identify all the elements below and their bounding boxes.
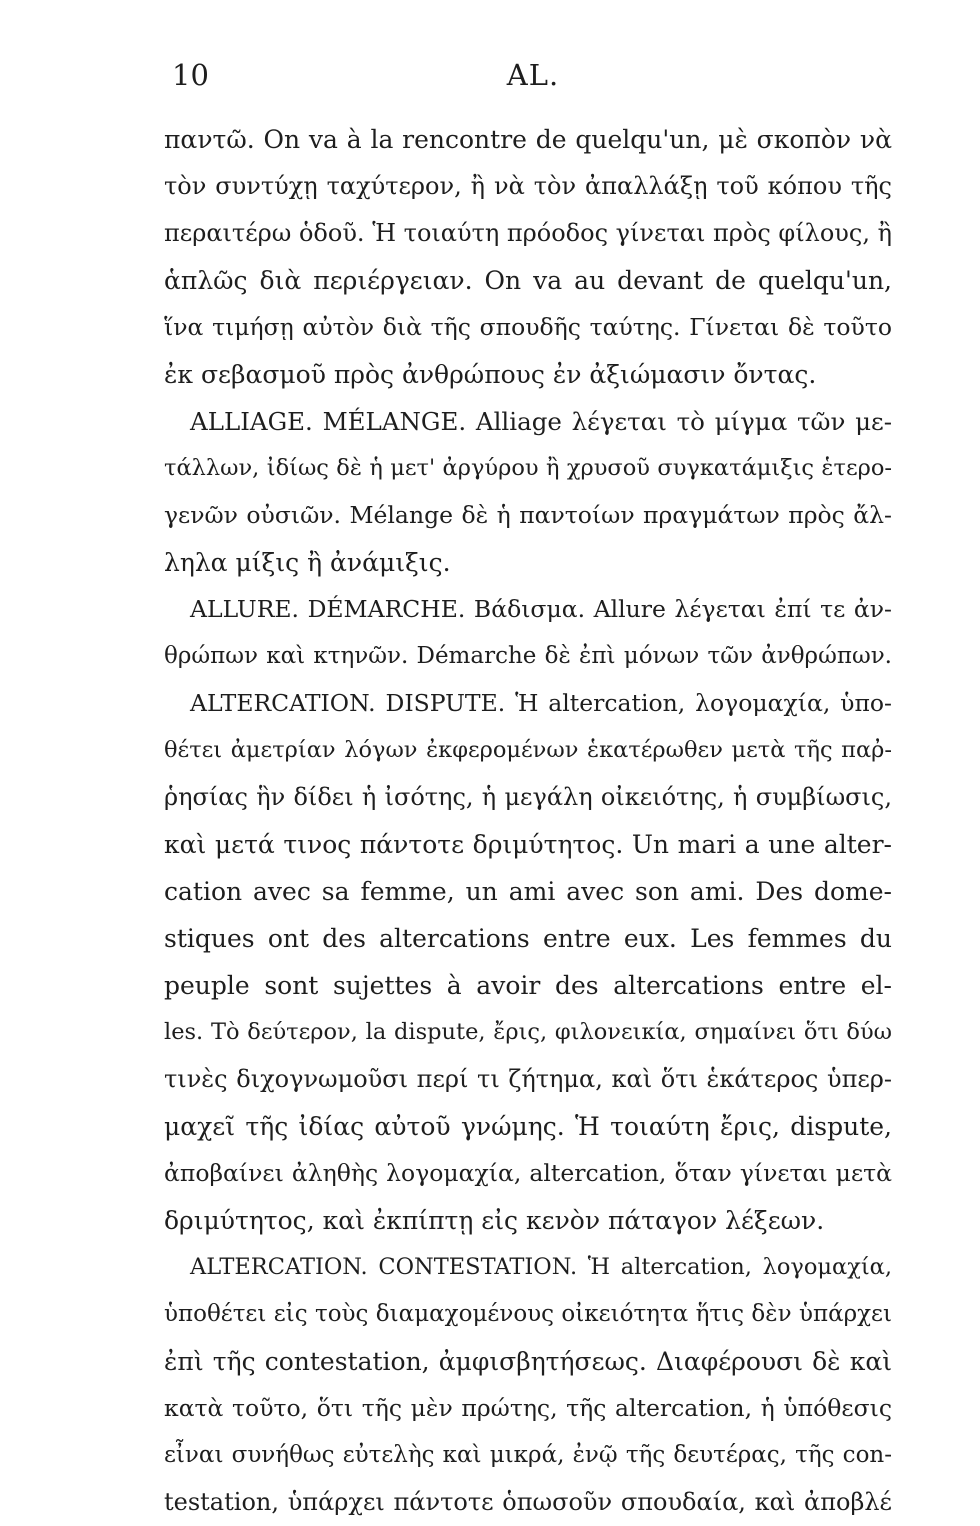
text-line: κατὰ τοῦτο, ὅτι τῆς μὲν πρώτης, τῆς altercation, ἡ ὑπόθεσις [164, 1394, 892, 1422]
text-line: παντῶ. On va à la rencontre de quelqu'un, μὲ σκοπὸν νὰ [164, 125, 892, 154]
text-line: μαχεῖ τῆς ἰδίας αὐτοῦ γνώμης. Ἡ τοιαύτη ἔρις, dispute, [164, 1112, 892, 1141]
text-line: peuple sont sujettes à avoir des altercations entre el- [164, 971, 892, 1000]
text-line: καὶ μετά τινος πάντοτε δριμύτητος. Un mari a une alter- [164, 830, 892, 859]
text-line: ἐπὶ τῆς contestation, ἀμφισβητήσεως. Διαφέρουσι δὲ καὶ [164, 1347, 892, 1376]
text-line: testation, ὑπάρχει πάντοτε ὁπωσοῦν σπουδαία, καὶ ἀποβλέ [164, 1488, 892, 1516]
text-line: τὸν συντύχῃ ταχύτερον, ἢ νὰ τὸν ἀπαλλάξῃ τοῦ κόπου τῆς [164, 172, 892, 200]
entry-line: ALLIAGE. MÉLANGE. Alliage λέγεται τὸ μίγμα τῶν με- [190, 407, 892, 436]
text-line: ἐκ σεβασμοῦ πρὸς ἀνθρώπους ἐν ἀξιώμασιν ὄντας. [164, 360, 817, 389]
entry-line: ALTERCATION. DISPUTE. Ἡ altercation, λογομαχία, ὑπο- [190, 689, 892, 717]
page-number: 10 [172, 58, 209, 92]
running-head: AL. [506, 58, 560, 92]
text-line: ῥησίας ἣν δίδει ἡ ἰσότης, ἡ μεγάλη οἰκειότης, ἡ συμβίωσις, [164, 783, 892, 811]
text-line: ληλα μίξις ἢ ἀνάμιξις. [164, 548, 451, 577]
entry-line: ALTERCATION. CONTESTATION. Ἡ altercation, λογομαχία, [190, 1254, 892, 1280]
text-line: les. Τὸ δεύτερον, la dispute, ἔρις, φιλονεικία, σημαίνει ὅτι δύω [164, 1019, 892, 1045]
text-line: θέτει ἀμετρίαν λόγων ἐκφερομένων ἑκατέρωθεν μετὰ τῆς παῤ- [164, 737, 892, 763]
text-line: γενῶν οὐσιῶν. Mélange δὲ ἡ παντοίων πραγμάτων πρὸς ἄλ- [164, 501, 892, 529]
text-line: δριμύτητος, καὶ ἐκπίπτῃ εἰς κενὸν πάταγον λέξεων. [164, 1206, 825, 1235]
text-line: τάλλων, ἰδίως δὲ ἡ μετ' ἀργύρου ἢ χρυσοῦ συγκατάμιξις ἑτερο- [164, 455, 892, 481]
text-line: περαιτέρω ὁδοῦ. Ἡ τοιαύτη πρόοδος γίνεται πρὸς φίλους, ἢ [164, 219, 892, 247]
text-line: ὑποθέτει εἰς τοὺς διαμαχομένους οἰκειότητα ἥτις δὲν ὑπάρχει [164, 1301, 892, 1327]
entry-line: ALLURE. DÉMARCHE. Βάδισμα. Allure λέγεται ἐπί τε ἀν- [190, 595, 892, 623]
text-line: stiques ont des altercations entre eux. Les femmes du [164, 924, 892, 953]
text-line: cation avec sa femme, un ami avec son ami. Des dome- [164, 877, 892, 906]
text-line: ἁπλῶς διὰ περιέργειαν. On va au devant de quelqu'un, [164, 266, 892, 295]
text-line: ἵνα τιμήσῃ αὐτὸν διὰ τῆς σπουδῆς ταύτης. Γίνεται δὲ τοῦτο [164, 313, 892, 341]
text-line: τινὲς διχογνωμοῦσι περί τι ζήτημα, καὶ ὅτι ἑκάτερος ὑπερ- [164, 1065, 892, 1093]
text-line: ἀποβαίνει ἀληθὴς λογομαχία, altercation, ὅταν γίνεται μετὰ [164, 1159, 892, 1187]
body-text [164, 116, 892, 1526]
text-line: εἶναι συνήθως εὐτελὴς καὶ μικρά, ἐνῷ τῆς δευτέρας, τῆς con- [164, 1442, 892, 1468]
text-line: θρώπων καὶ κτηνῶν. Démarche δὲ ἐπὶ μόνων τῶν ἀνθρώπων. [164, 643, 892, 669]
